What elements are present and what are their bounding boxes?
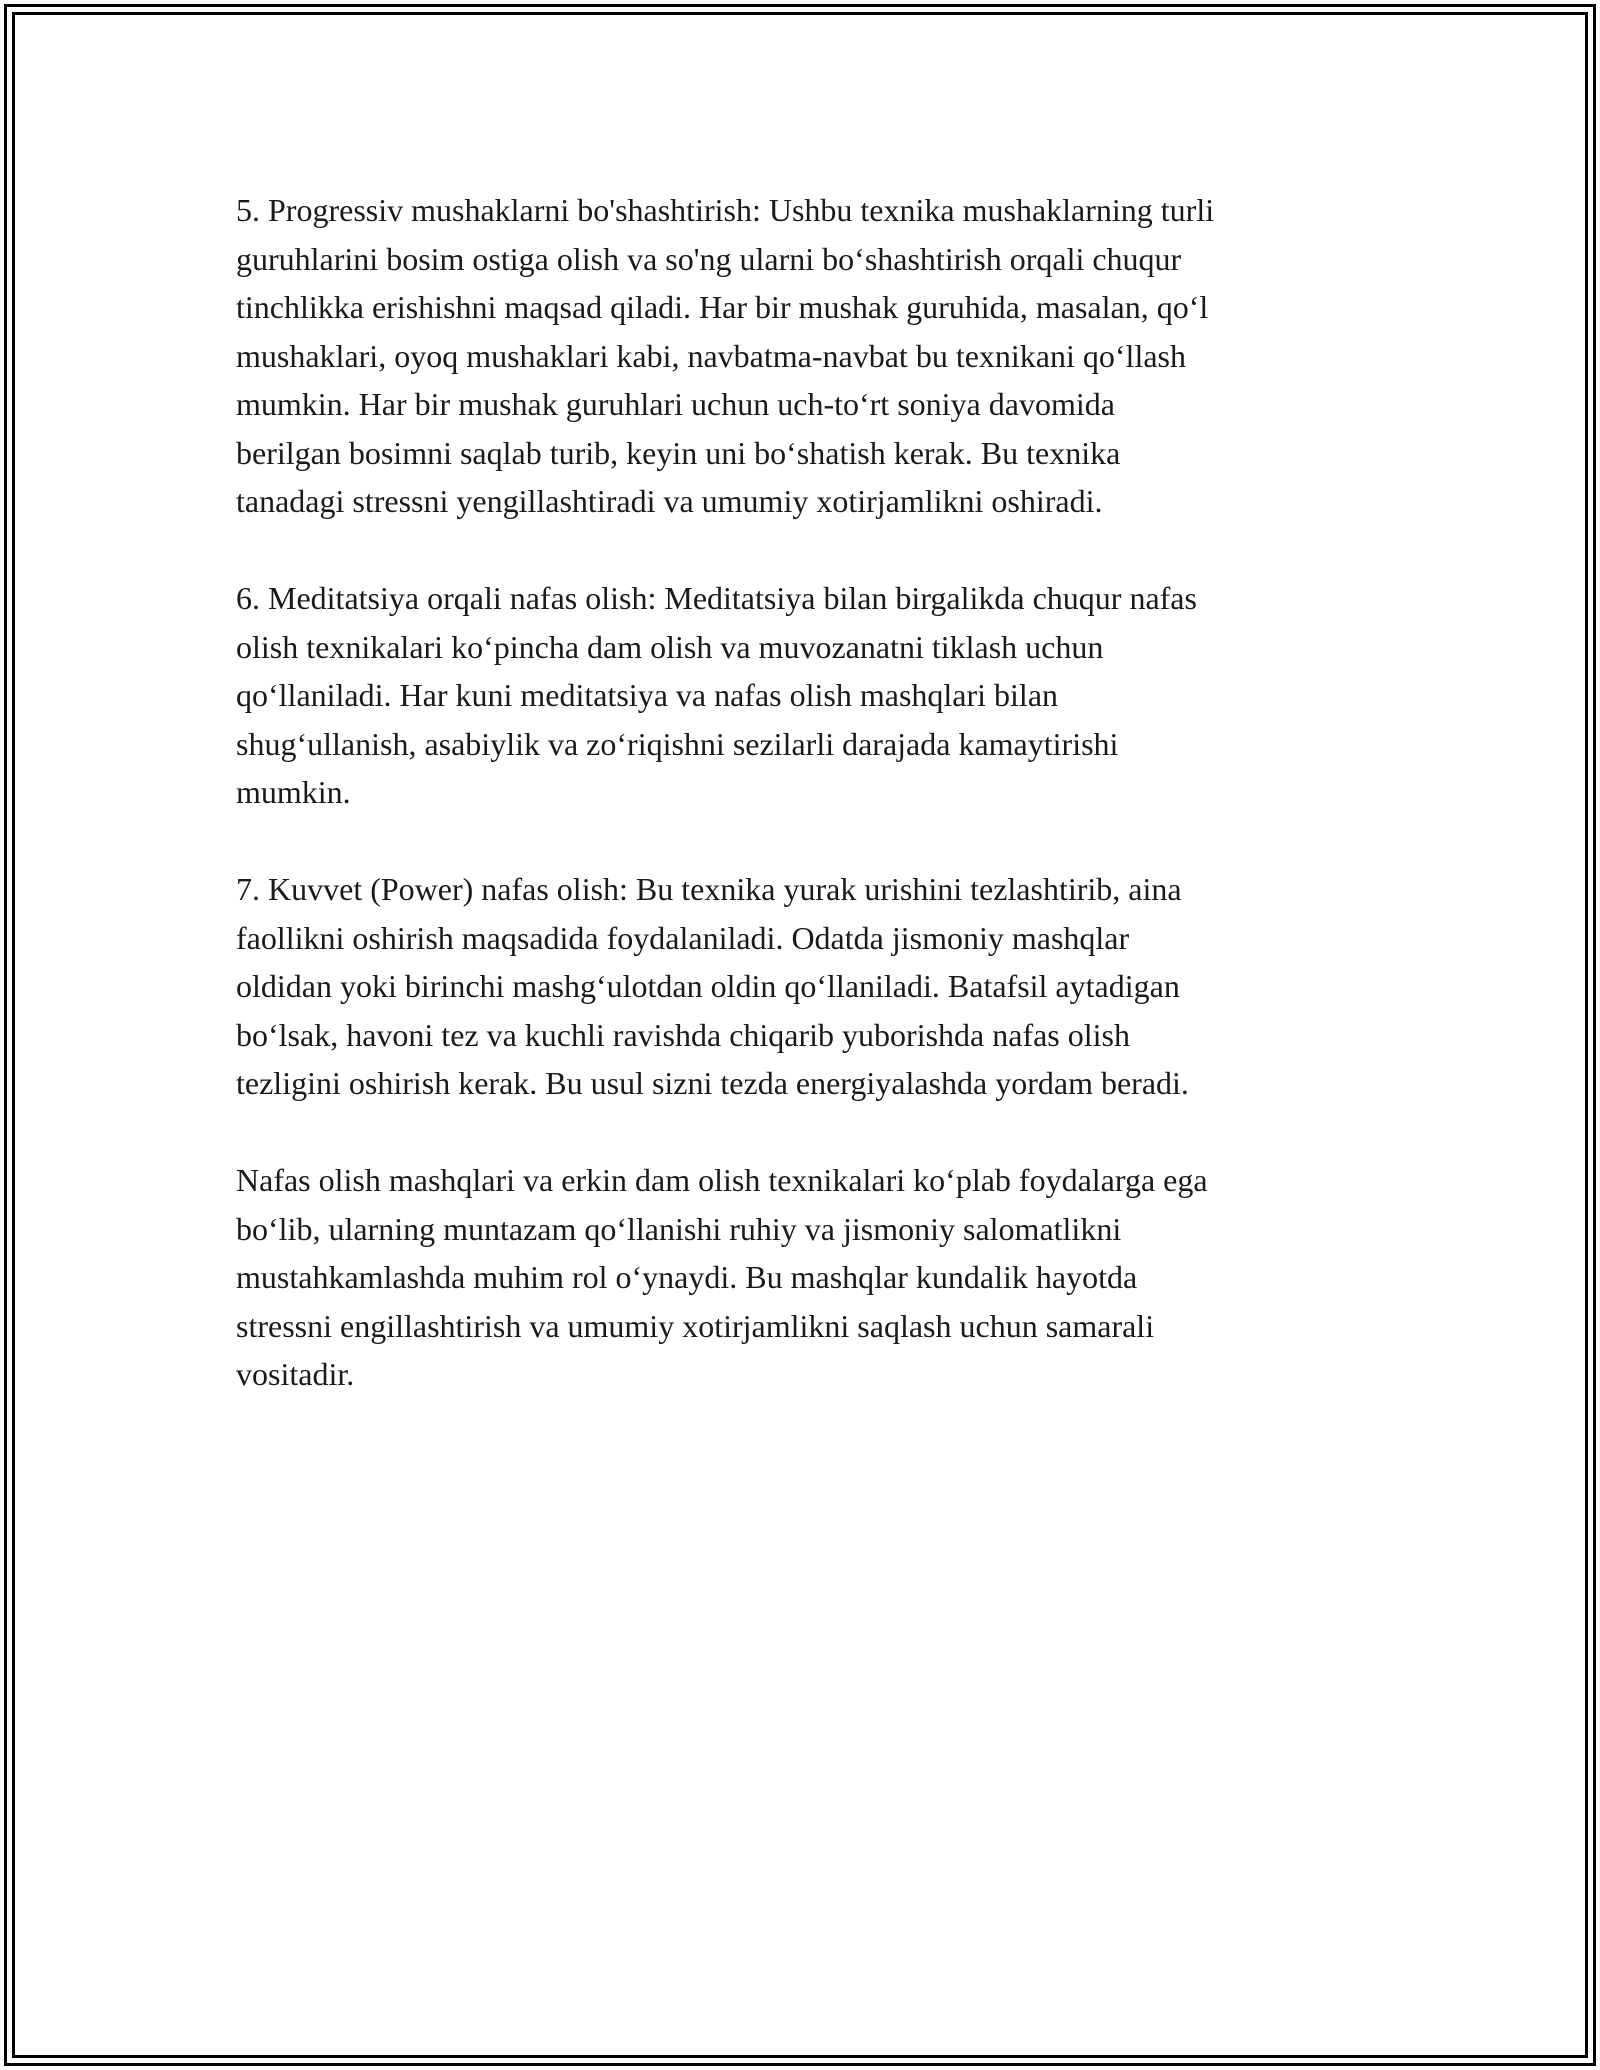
document-body [236, 186, 1366, 1447]
paragraph-power-breathing: 7. Kuvvet (Power) nafas olish: Bu texnika yurak urishini tezlashtirib, aina faollikni oshirish maqsadida foydalaniladi. Odatda jismoniy mashqlar oldidan yoki birinchi mashg‘ulotdan oldin qo‘llaniladi. Batafsil aytadigan bo‘lsak, havoni tez va kuchli ravishda chiqarib yuborishda nafas olish tezligini oshirish kerak. Bu usul sizni tezda energiyalashda yordam beradi. [236, 871, 1189, 1101]
paragraph-conclusion: Nafas olish mashqlari va erkin dam olish texnikalari ko‘plab foydalarga ega bo‘lib, ularning muntazam qo‘llanishi ruhiy va jismoniy salomatlikni mustahkamlashda muhim rol o‘ynaydi. Bu mashqlar kundalik hayotda stressni engillashtirish va umumiy xotirjamlikni saqlash uchun samarali vositadir. [236, 1162, 1208, 1392]
paragraph-progressive-muscle-relaxation: 5. Progressiv mushaklarni bo'shashtirish: Ushbu texnika mushaklarning turli guruhlarini bosim ostiga olish va so'ng ularni bo‘shashtirish orqali chuqur tinchlikka erishishni maqsad qiladi. Har bir mushak guruhida, masalan, qo‘l mushaklari, oyoq mushaklari kabi, navbatma-navbat bu texnikani qo‘llash mumkin. Har bir mushak guruhlari uchun uch-to‘rt soniya davomida berilgan bosimni saqlab turib, keyin uni bo‘shatish kerak. Bu texnika tanadagi stressni yengillashtiradi va umumiy xotirjamlikni oshiradi. [236, 192, 1215, 519]
paragraph-meditation-breathing: 6. Meditatsiya orqali nafas olish: Meditatsiya bilan birgalikda chuqur nafas olish texnikalari ko‘pincha dam olish va muvozanatni tiklash uchun qo‘llaniladi. Har kuni meditatsiya va nafas olish mashqlari bilan shug‘ullanish, asabiylik va zo‘riqishni sezilarli darajada kamaytirishi mumkin. [236, 580, 1197, 810]
